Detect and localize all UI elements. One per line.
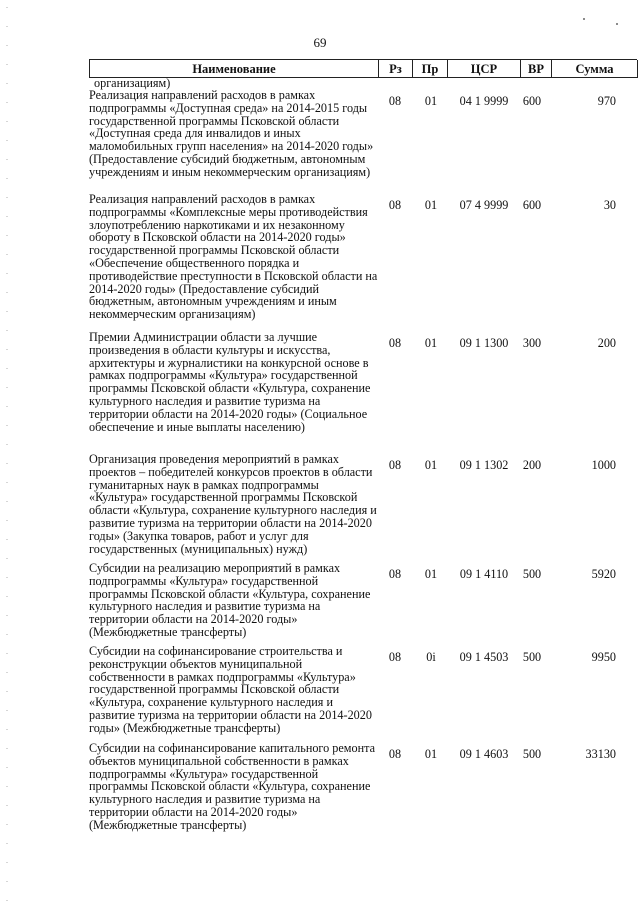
row-rz: 08 — [388, 336, 402, 350]
row-vr: 500 — [522, 567, 542, 581]
header-sum: Сумма — [575, 62, 614, 76]
row-rz: 08 — [388, 650, 402, 664]
scan-edge-marks — [6, 0, 8, 905]
scan-speck — [616, 23, 618, 25]
row-sum: 9950 — [591, 650, 616, 664]
row-name: Премии Администрации области за лучшие произведения в области культуры и искусства, архитектуры и журналистики на конкурсной основе в рамках подпрограммы «Культура» государственной программы Псковской области «Культура, сохранение культурного наследия и развитие туризма на территории области на 2014-2020 годы» (Социальное обеспечение и иные выплаты населению) — [89, 330, 371, 434]
header-top-rule — [89, 59, 637, 60]
row-name: Организация проведения мероприятий в рамках проектов – победителей конкурсов проектов в области гуманитарных наук в рамках подпрограммы «Культура» государственной программы Псковской области «Культура, сохранение культурного наследия и развитие туризма на территории области на 2014-2020 годы» (Закупка товаров, работ и услуг для государственных (муниципальных) нужд) — [89, 452, 377, 556]
row-pr: 01 — [424, 336, 438, 350]
page-number: 69 — [313, 35, 327, 50]
row-vr: 200 — [522, 458, 542, 472]
header-pr: Пр — [421, 62, 439, 76]
row-pr: 01 — [424, 94, 438, 108]
header-rz: Рз — [389, 62, 402, 76]
row-sum: 33130 — [585, 747, 616, 761]
row-vr: 500 — [522, 650, 542, 664]
header-name: Наименование — [192, 62, 276, 76]
row-sum: 30 — [603, 198, 616, 212]
row-csr: 09 1 1302 — [459, 458, 509, 472]
continuation-text: организациям) — [94, 76, 171, 90]
scan-speck — [583, 18, 585, 20]
header-divider — [637, 60, 638, 78]
row-sum: 1000 — [591, 458, 616, 472]
row-name: Субсидии на софинансирование капитального ремонта объектов муниципальной собственности в рамках подпрограммы «Культура» государственной программы Псковской области «Культура, сохранение культурного наследия и развитие туризма на территории области на 2014-2020 годы» (Межбюджетные трансферты) — [89, 741, 375, 832]
row-rz: 08 — [388, 747, 402, 761]
row-pr: 01 — [424, 567, 438, 581]
row-name: Субсидии на софинансирование строительства и реконструкции объектов муниципальной собственности в рамках подпрограммы «Культура» государственной программы Псковской области «Культура, сохранение культурного наследия и развитие туризма на территории области на 2014-2020 годы» (Межбюджетные трансферты) — [89, 644, 372, 735]
row-sum: 970 — [597, 94, 616, 108]
row-rz: 08 — [388, 94, 402, 108]
row-vr: 600 — [522, 198, 542, 212]
row-csr: 09 1 4603 — [459, 747, 509, 761]
row-sum: 200 — [597, 336, 616, 350]
row-pr: 01 — [424, 458, 438, 472]
row-pr: 01 — [424, 198, 438, 212]
row-vr: 300 — [522, 336, 542, 350]
row-csr: 09 1 4110 — [459, 567, 509, 581]
row-name: Реализация направлений расходов в рамках подпрограммы «Комплексные меры противодействия злоупотреблению наркотиками и их незаконному обороту в Псковской области на 2014-2020 годы» государственной программы Псковской области «Обеспечение общественного порядка и противодействие преступности в Псковской области на 2014-2020 годы» (Предоставление субсидий бюджетным, автономным учреждениям и иным некоммерческим организациям) — [89, 192, 378, 322]
row-pr: 01 — [424, 747, 438, 761]
row-name: Реализация направлений расходов в рамках подпрограммы «Доступная среда» на 2014-2015 годы государственной программы Псковской области «Доступная среда для инвалидов и иных маломобильных групп населения» на 2014-2020 годы» (Предоставление субсидий бюджетным, автономным учреждениям и иным некоммерческим организациям) — [89, 88, 374, 179]
row-vr: 500 — [522, 747, 542, 761]
row-csr: 07 4 9999 — [459, 198, 509, 212]
row-csr: 04 1 9999 — [459, 94, 509, 108]
row-name: Субсидии на реализацию мероприятий в рамках подпрограммы «Культура» государственной программы Псковской области «Культура, сохранение культурного наследия и развитие туризма на территории области на 2014-2020 годы» (Межбюджетные трансферты) — [89, 561, 371, 639]
row-csr: 09 1 4503 — [459, 650, 509, 664]
row-pr: 0i — [426, 650, 436, 664]
row-rz: 08 — [388, 567, 402, 581]
header-vr: ВР — [528, 62, 544, 76]
row-rz: 08 — [388, 458, 402, 472]
row-rz: 08 — [388, 198, 402, 212]
header-csr: ЦСР — [470, 62, 498, 76]
row-vr: 600 — [522, 94, 542, 108]
row-csr: 09 1 1300 — [459, 336, 509, 350]
row-sum: 5920 — [591, 567, 616, 581]
